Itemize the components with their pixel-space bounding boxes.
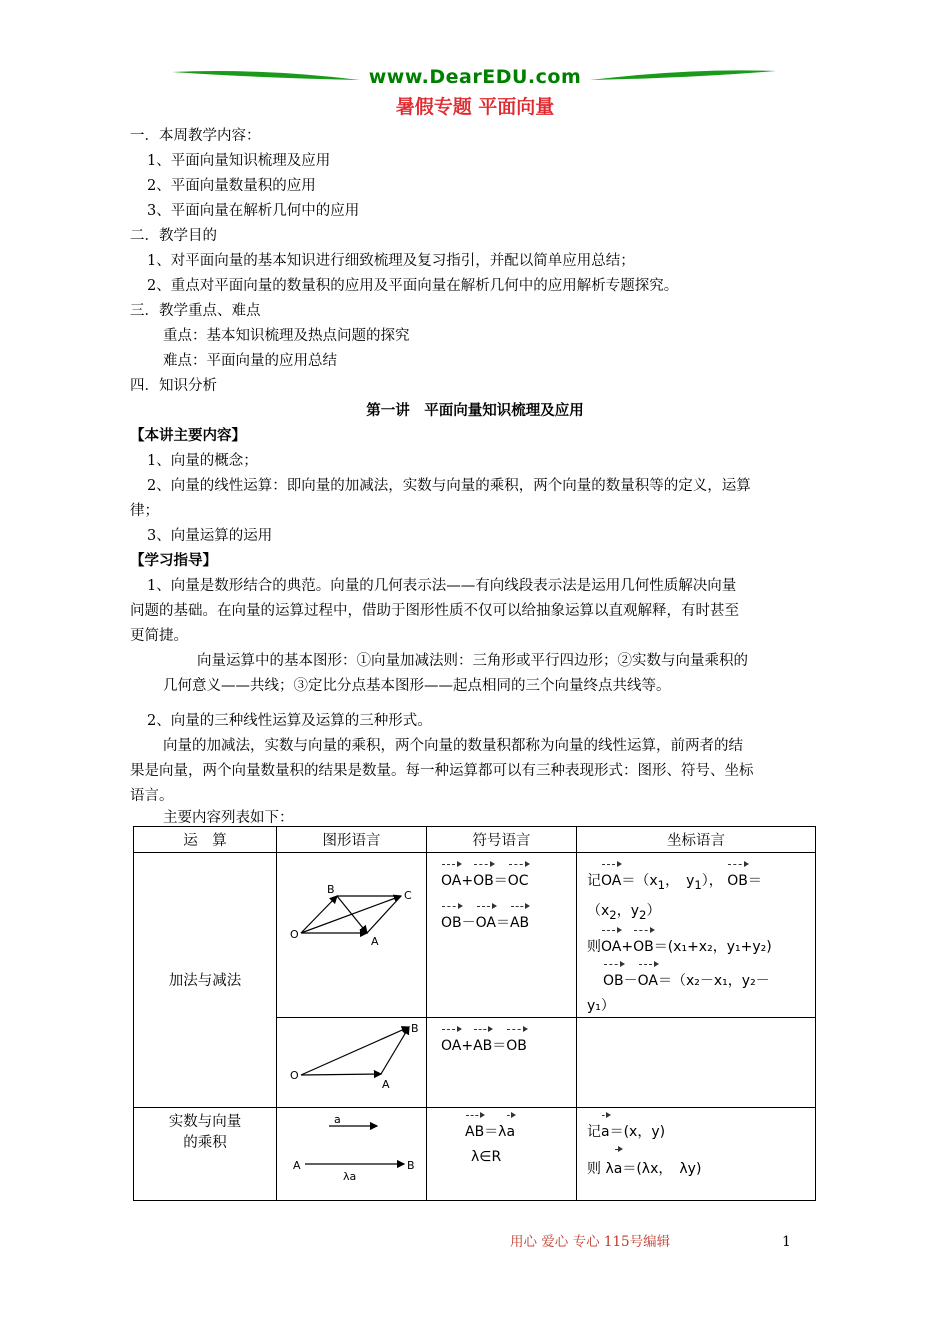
plus-sign: + xyxy=(461,1037,474,1054)
coord-line-3 xyxy=(587,927,815,961)
label-b: B xyxy=(407,1158,415,1172)
table-intro: 主要内容列表如下： xyxy=(163,810,294,826)
coord-text: ＝ xyxy=(747,873,762,889)
vector-oa: OA xyxy=(638,961,658,995)
coord-line-4 xyxy=(587,961,815,995)
coord-text: ） xyxy=(646,902,661,919)
section-heading-1: 一．本周教学内容： xyxy=(130,128,261,144)
coord-text: ）， xyxy=(701,873,723,889)
section-heading-3: 三．教学重点、难点 xyxy=(130,303,261,319)
header-graphic: 图形语言 xyxy=(277,827,427,853)
equals-sign: ＝ xyxy=(493,873,508,889)
paragraph-line: 向量的加减法，实数与向量的乘积，两个向量的数量积都称为向量的线性运算，前两者的结 xyxy=(163,738,743,754)
footer-slogan: 用心 爱心 专心 115号编辑 xyxy=(510,1234,671,1250)
list-item: 2、向量的线性运算：即向量的加减法，实数与向量的乘积，两个向量的数量积等的定义，运算 xyxy=(147,478,751,494)
scalar-figure xyxy=(277,1108,427,1196)
header-symbol: 符号语言 xyxy=(427,827,577,853)
vector-oa: OA xyxy=(601,927,621,961)
vector-oa: OA xyxy=(441,1026,461,1060)
vector-oc: OC xyxy=(508,861,529,895)
vector-ob: OB xyxy=(473,861,494,895)
list-item: 2、平面向量数量积的应用 xyxy=(147,178,316,194)
coord-text: ＝λ xyxy=(484,1123,507,1140)
list-item: 3、向量运算的运用 xyxy=(147,528,273,544)
difficulty-point: 难点：平面向量的应用总结 xyxy=(163,353,337,369)
coordinate-empty-cell xyxy=(577,1017,816,1107)
paragraph-line: 1、向量是数形结合的典范。向量的几何表示法——有向线段表示法是运用几何性质解决向量 xyxy=(147,578,737,594)
list-item: 1、向量的概念； xyxy=(147,453,258,469)
coord-text: ＝（x xyxy=(621,873,658,889)
coord-sub: 1 xyxy=(657,877,666,892)
label-o: O xyxy=(290,928,299,941)
coord-text: ＝(x，y) xyxy=(609,1123,666,1140)
coord-sub: 1 xyxy=(694,877,702,892)
coord-line-1 xyxy=(587,861,815,899)
main-content-heading: 【本讲主要内容】 xyxy=(130,427,246,444)
vector-a: a xyxy=(506,1112,515,1146)
coord-ze: 则 λ xyxy=(587,1160,614,1177)
symbol-add-sub-cell xyxy=(427,853,577,1018)
operations-table xyxy=(133,826,816,1201)
paragraph-line: 更简捷。 xyxy=(130,628,188,644)
coord-scalar-line-2 xyxy=(587,1146,815,1186)
vector-oa: OA xyxy=(476,903,496,937)
symbol-scalar-cell xyxy=(427,1107,577,1200)
minus-sign: － xyxy=(461,915,476,931)
minus-sign: － xyxy=(623,972,638,989)
coord-text: ＝（x₂－x₁，y₂－ xyxy=(657,972,770,989)
equals-sign: ＝ xyxy=(495,915,510,931)
coord-ji: 记 xyxy=(587,873,601,889)
coord-text: ＝(x₁+x₂，y₁+y₂) xyxy=(653,938,772,955)
list-item: 3、平面向量在解析几何中的应用 xyxy=(147,203,360,219)
vector-ab: AB xyxy=(473,1026,492,1060)
symbol-triangle-cell xyxy=(427,1017,577,1107)
coord-scalar-line-1 xyxy=(587,1112,815,1146)
coord-ze: 则 xyxy=(587,938,601,955)
vector-ob: OB xyxy=(441,903,462,937)
vector-oa: OA xyxy=(441,861,461,895)
lambda-in-r: λ∈R xyxy=(471,1148,502,1165)
coord-text: ＝(λx， λy) xyxy=(622,1160,702,1177)
label-b: B xyxy=(327,883,335,896)
key-point: 重点：基本知识梳理及热点问题的探究 xyxy=(163,328,410,344)
vector-ab: AB xyxy=(465,1112,484,1146)
table-row xyxy=(134,853,816,1018)
vector-ab: AB xyxy=(510,903,529,937)
plus-sign: + xyxy=(461,873,474,889)
header-operation: 运 算 xyxy=(134,827,277,853)
label-b: B xyxy=(411,1021,419,1035)
vector-ob: OB xyxy=(506,1026,527,1060)
triangle-figure xyxy=(277,1018,427,1103)
row-label-text: 实数与向量 xyxy=(168,1113,242,1130)
section-heading-2: 二．教学目的 xyxy=(130,228,217,244)
logo-text: www.DearEDU.com xyxy=(368,66,582,88)
coord-sub: 2 xyxy=(639,907,647,922)
vector-ob: OB xyxy=(633,927,654,961)
figure-parallelogram-cell xyxy=(277,853,427,1018)
coord-ji: 记 xyxy=(587,1123,601,1140)
table-row xyxy=(134,1107,816,1200)
equals-sign: ＝ xyxy=(492,1037,507,1054)
coord-text: （x xyxy=(587,902,610,919)
list-item: 2、重点对平面向量的数量积的应用及平面向量在解析几何中的应用解析专题探究。 xyxy=(147,278,679,294)
paragraph-line: 向量运算中的基本图形：①向量加减法则：三角形或平行四边形；②实数与向量乘积的 xyxy=(197,653,748,669)
vector-ob: OB xyxy=(727,861,748,895)
label-a: A xyxy=(371,935,379,948)
lecture-title: 第一讲 平面向量知识梳理及应用 xyxy=(366,402,584,419)
coord-text: ，y xyxy=(616,902,640,919)
vector-ob: OB xyxy=(603,961,624,995)
label-c: C xyxy=(404,889,412,902)
label-a: A xyxy=(293,1158,301,1172)
row-label-add-sub xyxy=(134,853,277,1108)
coordinate-scalar-cell xyxy=(577,1107,816,1200)
vector-oa: OA xyxy=(601,861,621,895)
figure-scalar-cell xyxy=(277,1107,427,1200)
header-coordinate: 坐标语言 xyxy=(577,827,816,853)
list-item: 1、对平面向量的基本知识进行细致梳理及复习指引，并配以简单应用总结； xyxy=(147,253,635,269)
table-header-row xyxy=(134,827,816,853)
paragraph-line: 问题的基础。在向量的运算过程中，借助于图形性质不仅可以给抽象运算以直观解释，有时甚至 xyxy=(130,603,739,619)
paragraph-line: 几何意义——共线；③定比分点基本图形——起点相同的三个向量终点共线等。 xyxy=(163,678,671,694)
paragraph-line: 2、向量的三种线性运算及运算的三种形式。 xyxy=(147,713,432,729)
label-a-vec: a xyxy=(334,1112,341,1126)
coord-sub: 2 xyxy=(609,907,617,922)
study-guide-heading: 【学习指导】 xyxy=(130,552,217,569)
site-logo xyxy=(170,64,780,94)
symbol-subtraction xyxy=(441,903,576,937)
list-item: 1、平面向量知识梳理及应用 xyxy=(147,153,331,169)
paragraph-line: 果是向量，两个向量数量积的结果是数量。每一种运算都可以有三种表现形式：图形、符号、坐标 xyxy=(130,763,754,779)
coord-line-5: y₁） xyxy=(587,997,615,1014)
section-heading-4: 四．知识分析 xyxy=(130,378,217,394)
list-item: 律； xyxy=(130,503,159,519)
paragraph-line: 语言。 xyxy=(130,788,174,804)
label-lambda-a: λa xyxy=(343,1169,357,1183)
page-number: 1 xyxy=(782,1234,791,1250)
label-a: A xyxy=(382,1077,390,1091)
row-label-text: 加法与减法 xyxy=(168,973,242,990)
row-label-text: 的乘积 xyxy=(183,1134,227,1151)
coord-text: ， y xyxy=(665,873,695,889)
symbol-scalar xyxy=(465,1112,576,1146)
page-title: 暑假专题 平面向量 xyxy=(395,96,555,118)
parallelogram-figure xyxy=(277,853,427,1008)
coord-line-2 xyxy=(587,899,815,927)
label-o: O xyxy=(290,1068,299,1082)
coordinate-add-sub-cell xyxy=(577,853,816,1018)
vector-a: a xyxy=(614,1146,623,1186)
vector-a: a xyxy=(601,1112,610,1146)
plus-sign: + xyxy=(621,938,634,955)
symbol-triangle-rule xyxy=(441,1026,576,1060)
row-label-scalar xyxy=(134,1107,277,1200)
symbol-addition xyxy=(441,861,576,895)
figure-triangle-cell xyxy=(277,1017,427,1107)
